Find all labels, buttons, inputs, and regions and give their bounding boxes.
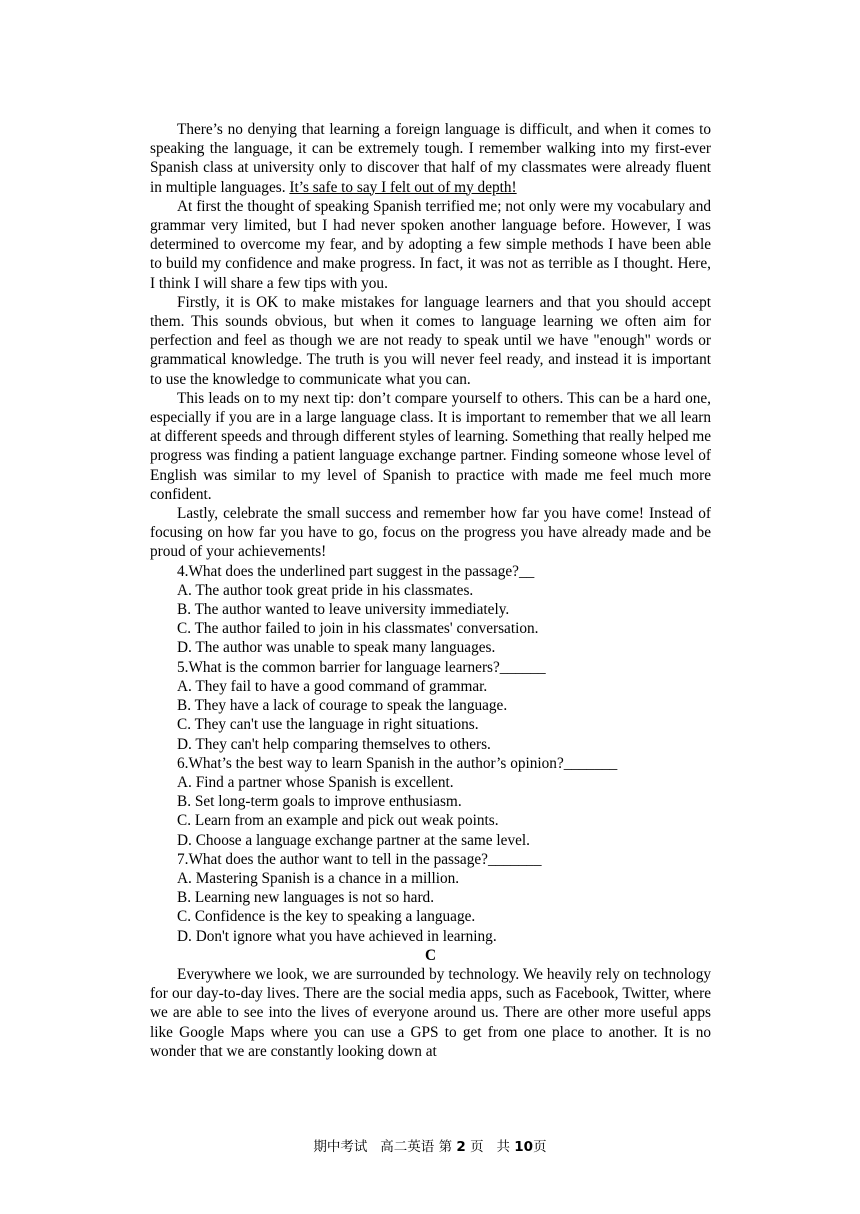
- question-option: C. They can't use the language in right situations.: [177, 716, 479, 734]
- footer-total-suffix: 页: [533, 1139, 547, 1155]
- underlined-sentence: It’s safe to say I felt out of my depth!: [289, 178, 517, 196]
- passage-c-paragraph-1: Everywhere we look, we are surrounded by technology. We heavily rely on technology for our day-to-day lives. There are the social media apps, such as Facebook, Twitter, where we are able to see into the lives of everyone around us. There are other more useful apps like Google Maps where you can use a GPS to get from one place to another. It is no wonder that we are constantly looking down at: [150, 965, 711, 1060]
- question-stem: 6.What’s the best way to learn Spanish in the author’s opinion?_______: [177, 754, 618, 772]
- section-heading: C: [424, 946, 437, 964]
- question-option: D. Choose a language exchange partner at the same level.: [177, 831, 530, 849]
- question-option: B. They have a lack of courage to speak the language.: [177, 697, 508, 715]
- question-option: B. Learning new languages is not so hard.: [177, 889, 435, 907]
- question-option: C. Learn from an example and pick out weak points.: [177, 812, 499, 830]
- footer-exam: 期中考试: [313, 1139, 368, 1155]
- passage-b-paragraph-4: This leads on to my next tip: don’t compare yourself to others. This can be a hard one, especially if you are in a large language class. It is important to remember that we all learn at different speeds and through different styles of learning. Something that really helped me progress was finding a patient language exchange partner. Finding someone whose level of English was similar to my level of Spanish to practice with made me feel much more confident.: [150, 389, 712, 503]
- question-6: [150, 754, 711, 850]
- passage-b-paragraph-3: Firstly, it is OK to make mistakes for language learners and that you should accept them. This sounds obvious, but when it comes to language learning we often aim for perfection and feel as though we are not ready to speak until we have "enough" words or grammatical knowledge. The truth is you will never feel ready, and instead it is important to use the knowledge to communicate what you can.: [150, 293, 711, 388]
- page-footer: [0, 1135, 860, 1155]
- question-stem: 7.What does the author want to tell in the passage?_______: [177, 850, 542, 868]
- question-stem: 4.What does the underlined part suggest in the passage?__: [177, 562, 535, 580]
- question-7: [150, 850, 711, 946]
- page-content: [150, 120, 711, 1061]
- footer-page-suffix: 页: [470, 1139, 484, 1155]
- question-option: D. They can't help comparing themselves to others.: [177, 735, 491, 753]
- question-option: C. The author failed to join in his classmates' conversation.: [177, 620, 539, 638]
- question-option: D. The author was unable to speak many languages.: [177, 639, 496, 657]
- question-5: [150, 658, 711, 754]
- question-option: A. Mastering Spanish is a chance in a million.: [177, 869, 460, 887]
- footer-page-number: 2: [456, 1139, 466, 1155]
- question-stem: 5.What is the common barrier for language learners?______: [177, 658, 546, 676]
- question-option: C. Confidence is the key to speaking a language.: [177, 908, 476, 926]
- question-option: D. Don't ignore what you have achieved in learning.: [177, 927, 497, 945]
- question-option: A. Find a partner whose Spanish is excellent.: [177, 773, 454, 791]
- footer-total-prefix: 共: [496, 1139, 510, 1155]
- question-4: [150, 562, 711, 658]
- footer-total-pages: 10: [514, 1139, 534, 1155]
- footer-page-prefix: 第: [438, 1139, 453, 1155]
- question-option: A. The author took great pride in his classmates.: [177, 581, 474, 599]
- paragraph-text: There’s no denying that learning a foreign language is difficult, and when it comes to speaking the language, it can be extremely tough. I remember walking into my first-ever Spanish class at university only to discover that half of my classmates were already fluent in multiple languages.: [150, 121, 711, 196]
- question-option: B. Set long-term goals to improve enthusiasm.: [177, 793, 462, 811]
- footer-subject: 高二英语: [380, 1139, 435, 1155]
- passage-b-paragraph-5: Lastly, celebrate the small success and remember how far you have come! Instead of focusing on how far you have to go, focus on the progress you have already made and be proud of your achievements!: [150, 505, 711, 561]
- passage-b-paragraph-1: [150, 120, 711, 197]
- passage-b-paragraph-2: At first the thought of speaking Spanish terrified me; not only were my vocabulary and grammar very limited, but I had never spoken another language before. However, I was determined to overcome my fear, and by adopting a few simple methods I have been able to build my confidence and make progress. In fact, it was not as terrible as I thought. Here, I think I will share a few tips with you.: [150, 197, 711, 292]
- question-option: B. The author wanted to leave university immediately.: [177, 601, 510, 619]
- question-option: A. They fail to have a good command of grammar.: [177, 677, 488, 695]
